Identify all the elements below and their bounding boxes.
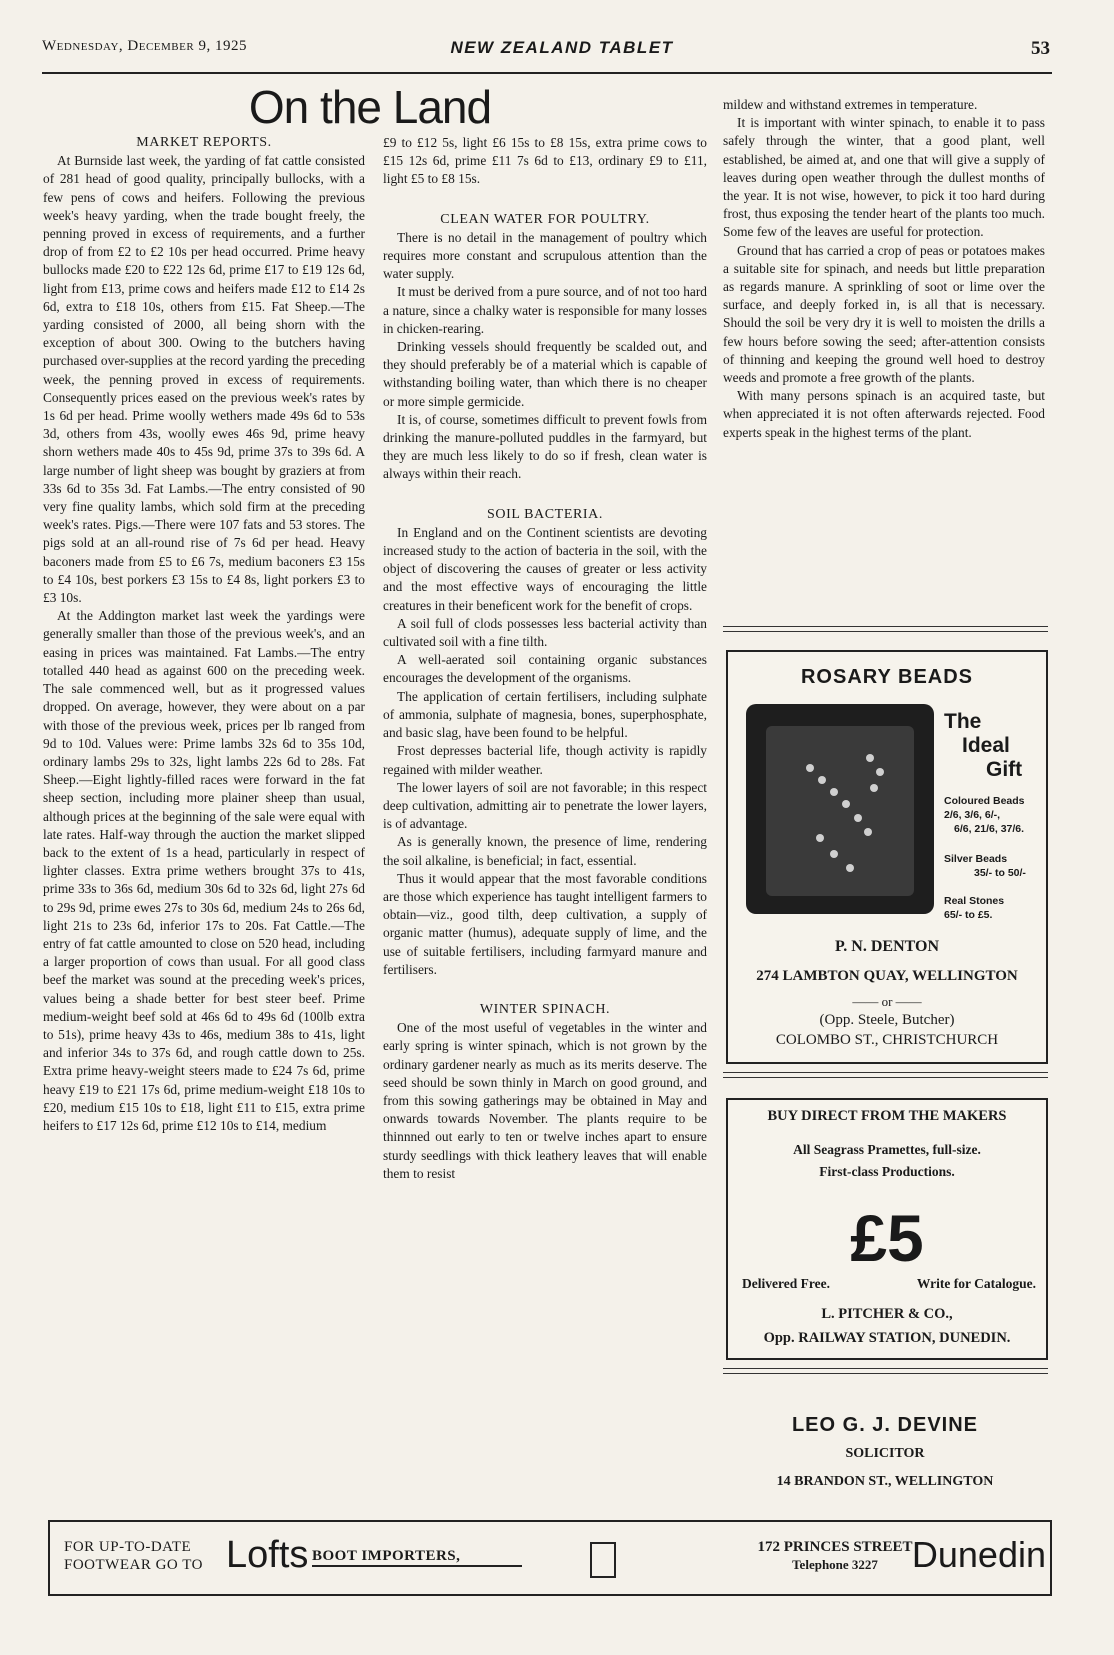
article-paragraph: Frost depresses bacterial life, though activity is rapidly regained with milder weather. [383,743,707,777]
column-1 [43,134,365,1135]
footer-brand: Lofts [226,1534,309,1576]
divider-rule [723,626,1048,632]
winter-spinach-title: WINTER SPINACH. [479,1001,611,1017]
advert-line: All Seagrass Pramettes, full-size. [793,1142,981,1157]
footer-boot-importers: BOOT IMPORTERS, [312,1548,522,1567]
article-paragraph: A well-aerated soil containing organic substances encourages the development of the organisms. [383,652,707,686]
publication-title: NEW ZEALAND TABLET [450,38,674,57]
advertiser-address-2: COLOMBO ST., CHRISTCHURCH [775,1032,999,1048]
article-paragraph-continued: mildew and withstand extremes in temperature. [723,97,978,112]
article-paragraph: The application of certain fertilisers, including sulphate of ammonia, sulphate of magnesia, bones, superphosphate, and basic slag, have been found to be helpful. [383,688,707,741]
footer-box-mark [590,1542,616,1578]
article-paragraph: There is no detail in the management of poultry which requires more constant and scrupulous attention than the water supply. [383,229,707,282]
advert-headline: BUY DIRECT FROM THE MAKERS [767,1108,1007,1124]
market-reports-title: MARKET REPORTS. [136,135,272,150]
article-paragraph: At Burnside last week, the yarding of fat cattle consisted of 281 head of good quality, principally bullocks, with a few pens of cows and heifers. Following the previous week's heavy yarding, when the trade bought freely, the penning proved in excess of requirements, and a further drop of from £2 to £2 10s per head occurred. Prime heavy bullocks made £20 to £22 12s 6d, prime £17 to £19 12s 6d, light from £13, prime cows and heifers made £12 to £14 2s 6d, extra to £18 10s, others from £15. Fat Sheep.—The yarding consisted of 2000, all being shorn with the exception of about 300. Owing to the butchers having purchased over-supplies at the record yarding the preceding week, the penning proved in excess of requirements. Consequently prices eased on the previous week's rates by 1s 6d per head. Prime woolly wethers made 49s 6d to 53s 3d, others from 43s, woolly ewes 46s 9d, prime heavy shorn wethers made 40s to 45s 9d, prime 37s to 39s 6d. A large number of light sheep was bought by graziers at from 33s 6d to 35s 3d. Fat Lambs.—The entry consisted of 90 very fine quality lambs, which sold firm at the preceding week's rates. Pigs.—There were 107 fats and 53 stores. The pigs sold at an all-round rise of 7s 6d per head. Heavy baconers made from £5 to £6 7s, medium baconers £3 15s to £4 10s, best porkers £3 15s to £4 8s, light porkers £3 to £3 10s. [43,153,365,606]
article-paragraph: Thus it would appear that the most favorable conditions are those which experience has taught intelligent farmers to obtain—viz., good tilth, deep cultivation, a supply of organic matter (humus), adequate supply of lime, and the use of suitable fertilisers, including farmyard manure and fertilisers. [383,870,707,977]
footer-address: 172 PRINCES STREET Telephone 3227 [757,1539,913,1572]
divider-rule [723,1368,1048,1374]
divider-rule [723,1072,1048,1078]
article-paragraph: Drinking vessels should frequently be scalded out, and they should preferably be of a material which is capable of withstanding boiling water, than which there is no cheaper or more simple germicide. [383,339,707,409]
footer-tagline: FOR UP-TO-DATE FOOTWEAR GO TO [64,1539,203,1573]
advert-headline: ROSARY BEADS [800,666,974,688]
column-2 [383,134,707,1183]
soil-bacteria-title: SOIL BACTERIA. [487,506,603,522]
solicitor-address: 14 BRANDON ST., WELLINGTON [776,1474,994,1489]
pitcher-advert [726,1098,1048,1360]
article-paragraph: It is, of course, sometimes difficult to prevent fowls from drinking the manure-polluted puddles in the farmyard, but they are much less likely to do so if fresh, clean water is always within their reach. [383,411,707,482]
article-paragraph: With many persons spinach is an acquired taste, but when appreciated it is not often afterwards rejected. Food experts speak in the highest terms of the plant. [723,388,1045,440]
footer-advert [48,1520,1052,1596]
delivered-free-text: Delivered Free. [742,1276,830,1291]
advertiser-address: 274 LAMBTON QUAY, WELLINGTON [756,968,1018,984]
advertiser-name: L. PITCHER & CO., [821,1306,953,1322]
ideal-gift-text: The Ideal Gift [944,710,1023,781]
article-paragraph: At the Addington market last week the yardings were generally smaller than those of the previous week's, and an easing in prices was maintained. Fat Lambs.—The entry totalled 440 head as against 600 on the preceding week. The sale commenced well, but as it progressed values dropped. On average, however, they were about on a par with those of the previous week, prices per lb ranged from 9d to 10d. Values were: Prime lambs 32s 6d to 35s 10d, ordinary lambs 29s to 32s, light lambs 22s 6d to 28s. Fat Sheep.—Eight lightly-filled races were forward in the fat sheep section, including more plainer sheep than usual, although prices at the beginning of the sale were equal with late rates. Half-way through the auction the market slipped back to the extent of 1s a head, particularly in respect of lighter classes. Extra prime wethers brought 37s to 41s, prime 33s to 36s 6d, medium 30s 6d to 32s 6d, light 27s 6d to 29s 9d, prime ewes 27s to 30s 6d, medium 24s to 26s 6d, light 21s to 23s 6d, inferior 17s to 20s. Fat Cattle.—The entry of fat cattle amounted to close on 520 head, including a larger proportion of cows than usual. For all good class beef the market was sound at the preceding week's prices, values being a shade better for best steer beef. Prime medium-weight beef sold at 46s 6d to 49s 6d (100lb extra to 51s), prime heavy 43s to 46s, medium 38s to 41s, light and inferior 34s to 37s 6d, and rough cattle down to 25s. Extra prime heavy-weight steers made to £24 7s 6d, prime heavy £19 to £21 17s 6d, prime medium-weight £18 10s to £20, medium £15 10s to £18, light £11 to £15, extra prime heifers to £17 12s 6d, prime £12 10s to £14, medium [43,608,365,1133]
article-paragraph: It is important with winter spinach, to enable it to pass safely through the winter, that a good plant, well established, be aimed at, and one that will give a supply of leaves during open weather through the dullest months of the year. It is not wise, however, to pick it too hard during frost, thus exposing the tender heart of the plants too much. Some few of the leaves are useful for protection. [723,115,1045,240]
advertiser-location-note: (Opp. Steele, Butcher) [819,1012,955,1028]
rosary-beads-advert [726,650,1048,1064]
article-paragraph: As is generally known, the presence of lime, rendering the soil alkaline, is beneficial; in fact, essential. [383,834,707,868]
article-paragraph-continued: £9 to £12 5s, light £6 15s to £8 15s, extra prime cows to £15 12s 6d, prime £11 7s 6d to £13, ordinary £9 to £11, light £5 to £8 15s. [383,135,707,187]
article-paragraph: It must be derived from a pure source, and of not too hard a nature, since a chalky water is responsible for many losses in chicken-rearing. [383,284,707,336]
article-paragraph: A soil full of clods possesses less bacterial activity than cultivated soil with a fine tilth. [383,615,707,650]
advert-line: First-class Productions. [819,1164,955,1179]
real-stones-price: Real Stones 65/- to £5. [944,895,1005,921]
article-paragraph: Ground that has carried a crop of peas or potatoes makes a suitable site for spinach, and needs but little preparation as regards manure. A sprinkling of soot or lime over the surface, and deeply forked in, is all that is necessary. Should the soil be very dry it is well to moisten the drills a few hours before sowing the seed; after-attention consists of thinning and keeping the ground well hoed to destroy weeds and promote a free growth of the plants. [723,242,1045,386]
devine-advert [726,1394,1044,1514]
rosary-case-image [746,704,934,914]
column-3 [723,96,1045,442]
footer-city: Dunedin [911,1534,1046,1575]
advertiser-name: P. N. DENTON [834,938,940,955]
issue-date: Wednesday, December 9, 1925 [42,38,247,54]
article-paragraph: The lower layers of soil are not favorable; in this respect deep cultivation, admitting air to penetrate the lower layers, is of advantage. [383,779,707,832]
article-paragraph: One of the most useful of vegetables in the winter and early spring is winter spinach, which is not grown by the ordinary gardener nearly as much as its merits deserve. The seed should be sown thinly in March on good ground, and from this sowing gatherings may be obtained in May and onwards towards November. The plants require to be thinnned out early to ten or twelve inches apart to ensure sturdy seedlings with thick leathery leaves that will enable them to resist [383,1020,707,1181]
silver-beads-price: Silver Beads 35/- to 50/- [944,853,1026,879]
advertiser-address: Opp. RAILWAY STATION, DUNEDIN. [763,1330,1011,1346]
page-header [42,38,1052,74]
coloured-beads-price: Coloured Beads 2/6, 3/6, 6/-, 6/6, 21/6, 37/6. [944,795,1025,835]
catalogue-text: Write for Catalogue. [916,1276,1036,1291]
page-number: 53 [1031,38,1050,59]
solicitor-name: LEO G. J. DEVINE [791,1414,979,1436]
or-separator: —— or —— [852,994,922,1009]
article-paragraph: In England and on the Continent scientists are devoting increased study to the action of bacteria in the soil, with the object of discovering the causes of greater or less activity and the most effective ways of encouraging the little creatures in their beneficent work for the benefit of crops. [383,524,707,613]
clean-water-title: CLEAN WATER FOR POULTRY. [440,211,650,227]
advert-price: £5 [850,1201,924,1275]
solicitor-title: SOLICITOR [845,1446,925,1461]
section-headline: On the Land [248,81,492,133]
